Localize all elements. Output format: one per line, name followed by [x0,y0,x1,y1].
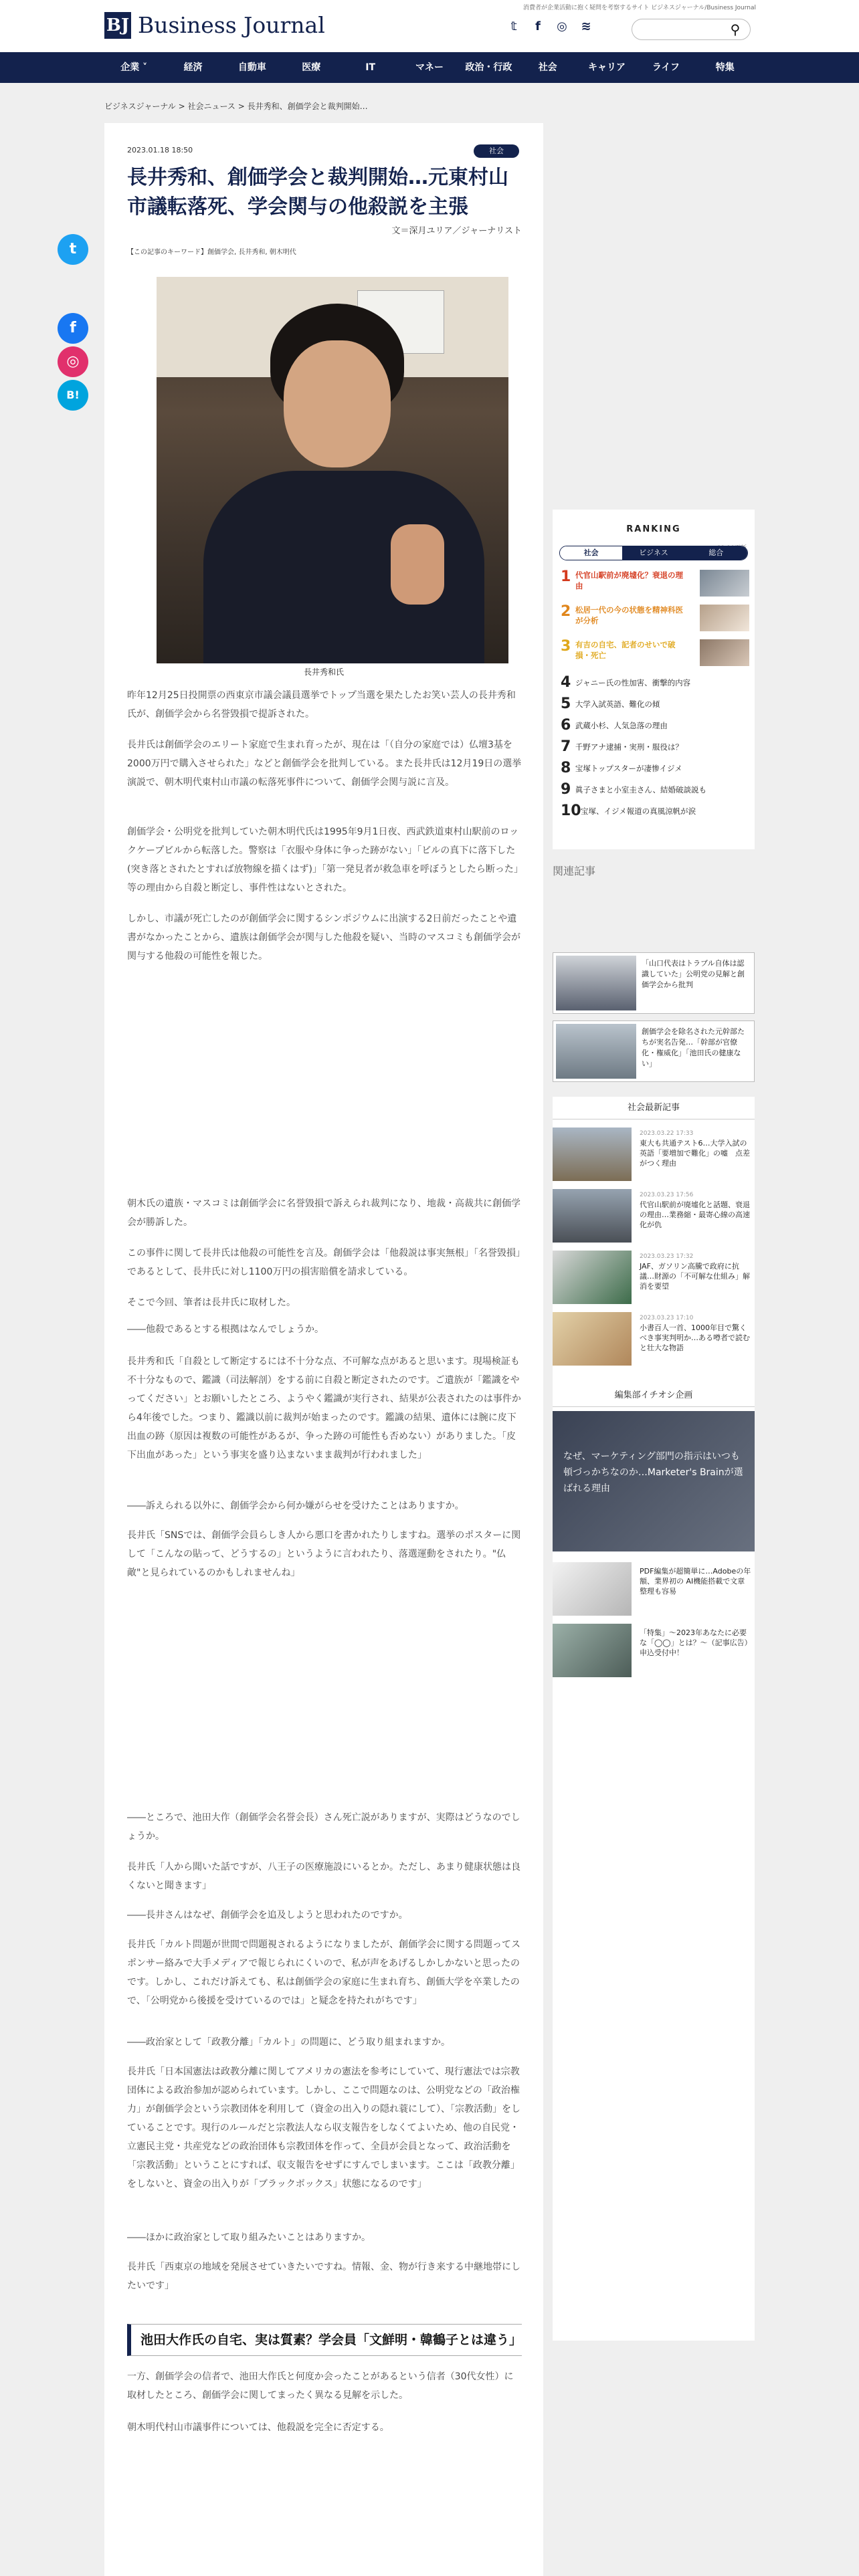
pickup-thumbnail [553,1624,632,1677]
related-title: 「山口代表はトラブル自体は認識していた」公明党の見解と創価学会から批判 [642,959,745,989]
pickup-item[interactable] [553,1624,755,1677]
rank-text: 代官山駅前が廃墟化？衰退の理由 [575,570,683,591]
ranking-item[interactable] [561,697,748,712]
paragraph: 長井氏「SNSでは、創価学会員らしき人から悪口を書かれたりしますね。選挙のポスターに関して「こんなの貼って、どうするの」というように言われたり、落選運動をされたり。"仏敵"と見られているのかもしれませんね」 [127,1530,521,1578]
latest-news-widget [553,1097,755,2341]
section-heading: 池田大作氏の自宅、実は質素？学会員「文鮮明・韓鶴子とは違う」 [127,2324,522,2356]
ranking-tabs [559,546,748,560]
pickup-main-text: なぜ、マーケティング部門の指示はいつも頓づっかちなのか…Marketer's Brainが選ばれる理由 [563,1451,743,1494]
logo-mark[interactable]: BJ [104,12,131,39]
article-keywords[interactable]: 【この記事のキーワード】創価学会, 長井秀和, 朝木明代 [127,249,296,256]
ranking-item[interactable] [561,740,748,754]
ranking-item[interactable] [561,605,748,626]
rank-thumbnail [700,605,749,631]
nav-item-company[interactable]: 企業 ˅ [120,62,148,73]
facebook-share-icon[interactable]: f [58,313,88,344]
rank-text: 千野アナ逮捕・実刑・服役は？ [575,742,683,752]
ranking-title: RANKING [626,524,681,534]
news-date: 2023.03.23 17:32 [640,1253,694,1260]
ranking-item[interactable] [561,804,748,819]
news-item[interactable] [553,1251,755,1304]
rank-number: 5 [561,695,571,712]
rank-number: 1 [561,568,571,585]
paragraph: 朝木明代村山市議事件については、他殺説を完全に否定する。 [127,2422,389,2433]
photo-caption: 長井秀和氏 [303,667,344,677]
ranking-item[interactable] [561,782,748,797]
rank-text: 宝塚、イジメ報道の真風涼帆が涙 [581,807,696,816]
paragraph: 創価学会・公明党を批判していた朝木明代氏は1995年9月1日夜、西武鉄道東村山駅前のロックケープビルから転落した。警察は「衣服や身体に争った跡がない」「ビルの真下に落下した(突き落とされたとすれば放物線を描くはず)」「第一発見者が救急車を呼ぼうとしたら断った」等の理由から自殺と断定し、事件性はないとされた。 [127,827,519,893]
paragraph: しかし、市議が死亡したのが創価学会に関するシンポジウムに出演する2日前だったことや遺書がなかったことから、遺族は創価学会が関与した他殺を疑い、当時のマスコミも創価学会が関与する他殺の可能性を報じた。 [127,914,520,962]
nav-item-economy[interactable]: 経済 [183,62,203,73]
ranking-item[interactable] [561,761,748,776]
ranking-item[interactable] [561,570,748,591]
rank-text: 眞子さまと小室圭さん、結婚破談説も [575,785,707,794]
news-date: 2023.03.23 17:56 [640,1192,694,1198]
news-title: 代官山駅前が廃墟化と話題、衰退の理由…業務縮・最寄心線の高速化が仇 [640,1200,750,1229]
related-card[interactable] [553,952,755,1014]
rank-text: 松居一代の今の状態を精神科医が分析 [575,605,683,625]
nav-item-it[interactable]: IT [365,62,375,73]
tab-business[interactable]: ビジネス [622,546,684,560]
instagram-icon[interactable]: ◎ [557,19,567,33]
rank-text: ジャニー氏の性加害、衝撃的内容 [575,678,691,687]
ranking-widget [553,510,755,849]
news-title: JAF、ガソリン高騰で政府に抗議…財源の「不可解な仕組み」解消を要望 [640,1262,750,1291]
main-nav [0,52,859,83]
paragraph: 長井氏「西東京の地域を発展させていきたいですね。情報、金、物が行き来する中継地帯にしたいです」 [127,2262,520,2291]
breadcrumb[interactable]: ビジネスジャーナル > 社会ニュース > 長井秀和、創価学会と裁判開始… [104,102,368,111]
pickup-thumbnail [553,1562,632,1616]
rss-icon[interactable]: ≋ [581,19,591,33]
rank-number: 6 [561,717,571,734]
nav-item-politics[interactable]: 政治・行政 [465,62,512,73]
nav-item-feature[interactable]: 特集 [715,62,735,73]
nav-item-career[interactable]: キャリア [588,62,626,73]
article-date: 2023.01.18 18:50 [127,146,193,154]
tab-society[interactable]: 社会 [560,546,622,560]
question: ――政治家として「政教分離」「カルト」の問題に、どう取り組まれますか。 [127,2037,450,2048]
related-heading: 関連記事 [553,865,596,877]
rank-thumbnail [700,570,749,597]
rank-number: 3 [561,638,571,655]
news-thumbnail [553,1189,632,1243]
paragraph: 長井氏「カルト問題が世間で問題視されるようになりましたが、創価学会に関する問題ってスポンサー絡みで大手メディアで報じられにくいので、私が声をあげるしかしかないと思ったのです。しかし、これだけ訴えても、私は創価学会の家庭に生まれ育ち、創価大学を卒業したので、「公明党から後援を受けているのでは」と疑念を持たれがちです」 [127,1939,520,2006]
rank-text: 武蔵小杉、人気急落の理由 [575,721,668,730]
paragraph: 朝木氏の遺族・マスコミは創価学会に名誉毀損で訴えられ裁判になり、地裁・高裁共に創価学会が勝訴した。 [127,1198,520,1228]
related-articles [553,952,755,1085]
question: ――訴えられる以外に、創価学会から何か嫌がらせを受けたことはありますか。 [127,1501,464,1511]
twitter-share-icon[interactable]: t [58,234,88,265]
instagram-share-icon[interactable]: ◎ [58,346,88,377]
article [104,123,543,2576]
site-tagline: 消費者が企業活動に抱く疑問を考察するサイト ビジネスジャーナル/Business Journal [522,5,756,11]
rank-number: 9 [561,781,571,798]
pickup-title: PDF編集が超簡単に…Adobeの年額、業界初の AI機能搭載で文章整理も容易 [640,1567,751,1596]
byline: 文＝深月ユリア／ジャーナリスト [391,226,522,236]
paragraph: 長井秀和氏「自殺として断定するには不十分な点、不可解な点があると思います。現場検証も不十分なもので、鑑識（司法解剖）をする前に自殺と断定されたのです。ご遺族が「鑑識をやってください」とお願いしたところ、ようやく鑑識が実行され、結果が公表されたのは事件から4年後でした。つまり、鑑識以前に裁判が始まったのです。鑑識の結果、遺体には腕に皮下出血の跡（原因は複数の可能性があるが、争った跡の可能性も否めない）がありました。「皮下出血があった」という事実を盛り込まないまま裁判が行われました」 [127,1356,521,1461]
news-title: 小書百人一首、1000年目で驚くべき事実判明か…ある噂者で読むと壮大な物語 [640,1323,750,1352]
ranking-item[interactable] [561,718,748,733]
nav-item-medical[interactable]: 医療 [302,62,321,73]
related-thumbnail [556,1024,636,1079]
news-thumbnail [553,1128,632,1181]
twitter-icon[interactable]: 𝕥 [510,19,517,33]
logo-text[interactable]: Business Journal [138,12,325,38]
ranking-item[interactable] [561,639,748,661]
hatena-share-icon[interactable]: B! [58,380,88,411]
news-thumbnail [553,1312,632,1366]
nav-item-life[interactable]: ライフ [652,62,680,73]
news-item[interactable] [553,1128,755,1181]
ranking-item[interactable] [561,675,748,690]
related-card[interactable] [553,1021,755,1082]
nav-item-society[interactable]: 社会 [538,62,557,73]
question: ――ほかに政治家として取り組みたいことはありますか。 [127,2232,371,2243]
paragraph: この事件に関して長井氏は他殺の可能性を言及。創価学会は「他殺説は事実無根」「名誉毀損」であるとして、長井氏に対し1100万円の損害賠償を請求している。 [127,1248,520,1277]
article-title: 長井秀和、創価学会と裁判開始…元東村山市議転落死、学会関与の他殺説を主張 [127,166,508,219]
rank-number: 4 [561,674,571,691]
facebook-icon[interactable]: f [535,19,541,33]
paragraph: 長井氏「人から聞いた話ですが、八王子の医療施設にいるとか。ただし、あまり健康状態は良くないと聞きます」 [127,1862,520,1891]
news-date: 2023.03.23 17:10 [640,1315,694,1321]
paragraph: 長井氏「日本国憲法は政教分離に関してアメリカの憲法を参考にしていて、現行憲法では宗教団体による政治参加が認められています。しかし、ここで問題なのは、公明党などの「政治権力」が創価学会という宗教団体を利用して（資金の出入りの隠れ蓑にして）、「宗教活動」をしていることです。現行のルールだと宗教法人なら収支報告をしなくてよいため、他の自民党・立憲民主党・共産党などの政治団体も宗教団体を作って、全員が会員となって、政治活動を「宗教活動」ということにすれば、収支報告をせずにすんでしまいます。ここは「政教分離」をしないと、資金の出入りが「ブラックボックス」状態になるのです」 [127,2066,520,2189]
paragraph: 長井氏は創価学会のエリート家庭で生まれ育ったが、現在は「（自分の家庭では）仏壇3基を2000万円で購入させられた」などと創価学会を批判している。また長井氏は12月19日の選挙演説で、朝木明代東村山市議の転落死事件について、創価学会関与説に言及。 [127,740,522,788]
pickup-heading: 編集部イチオシ企画 [553,1384,755,1407]
category-badge[interactable]: 社会 [474,144,519,158]
news-item[interactable] [553,1189,755,1243]
rank-number: 10 [561,802,581,819]
question: ――他殺であるとする根拠はなんでしょうか。 [127,1324,324,1335]
related-title: 創価学会を除名された元幹部たちが実名告発…「幹部が官僚化・権威化」「池田氏の健康ない」 [642,1027,745,1068]
paragraph: 昨年12月25日投開票の西東京市議会議員選挙でトップ当選を果たしたお笑い芸人の長井秀和氏が、創価学会から名誉毀損で提訴された。 [127,690,516,720]
site-header [0,0,859,52]
question: ――長井さんはなぜ、創価学会を追及しようと思われたのですか。 [127,1910,408,1921]
rank-number: 8 [561,760,571,776]
rank-thumbnail [700,639,749,666]
pickup-title: 「特集」〜2023年あなたに必要な「◯◯」とは？〜（記事広告）申込受付中！ [640,1628,752,1657]
paragraph: そこで今回、筆者は長井氏に取材した。 [127,1297,296,1308]
rank-text: 有吉の自宅、記者のせいで破損・死亡 [575,640,676,660]
pickup-item[interactable] [553,1562,755,1616]
rank-text: 宝塚トップスターが凄惨イジメ [575,764,682,773]
news-thumbnail [553,1251,632,1304]
question: ――ところで、池田大作（創価学会名誉会長）さん死亡説がありますが、実際はどうなのでしょうか。 [127,1812,520,1842]
rank-number: 7 [561,738,571,755]
article-photo [157,277,508,663]
rank-number: 2 [561,603,571,620]
nav-item-money[interactable]: マネー [415,62,444,73]
paragraph: 一方、創価学会の信者で、池田大作氏と何度か会ったことがあるという信者（30代女性）に取材したところ、創価学会に関してまったく異なる見解を示した。 [127,2371,514,2401]
rank-text: 大学入試英語、難化の傾 [575,700,660,709]
search-icon[interactable]: ⚲ [730,21,741,37]
news-date: 2023.03.22 17:33 [640,1130,694,1137]
related-thumbnail [556,956,636,1010]
latest-news-heading: 社会最新記事 [553,1097,755,1119]
header-social-links [506,19,594,35]
nav-item-auto[interactable]: 自動車 [237,62,266,73]
news-title: 東大も共通テスト6…大学入試の英語「要増加で難化」の嘘 点差がつく理由 [640,1139,750,1168]
tab-overall[interactable]: 総合 [685,546,747,560]
news-item[interactable] [553,1312,755,1366]
